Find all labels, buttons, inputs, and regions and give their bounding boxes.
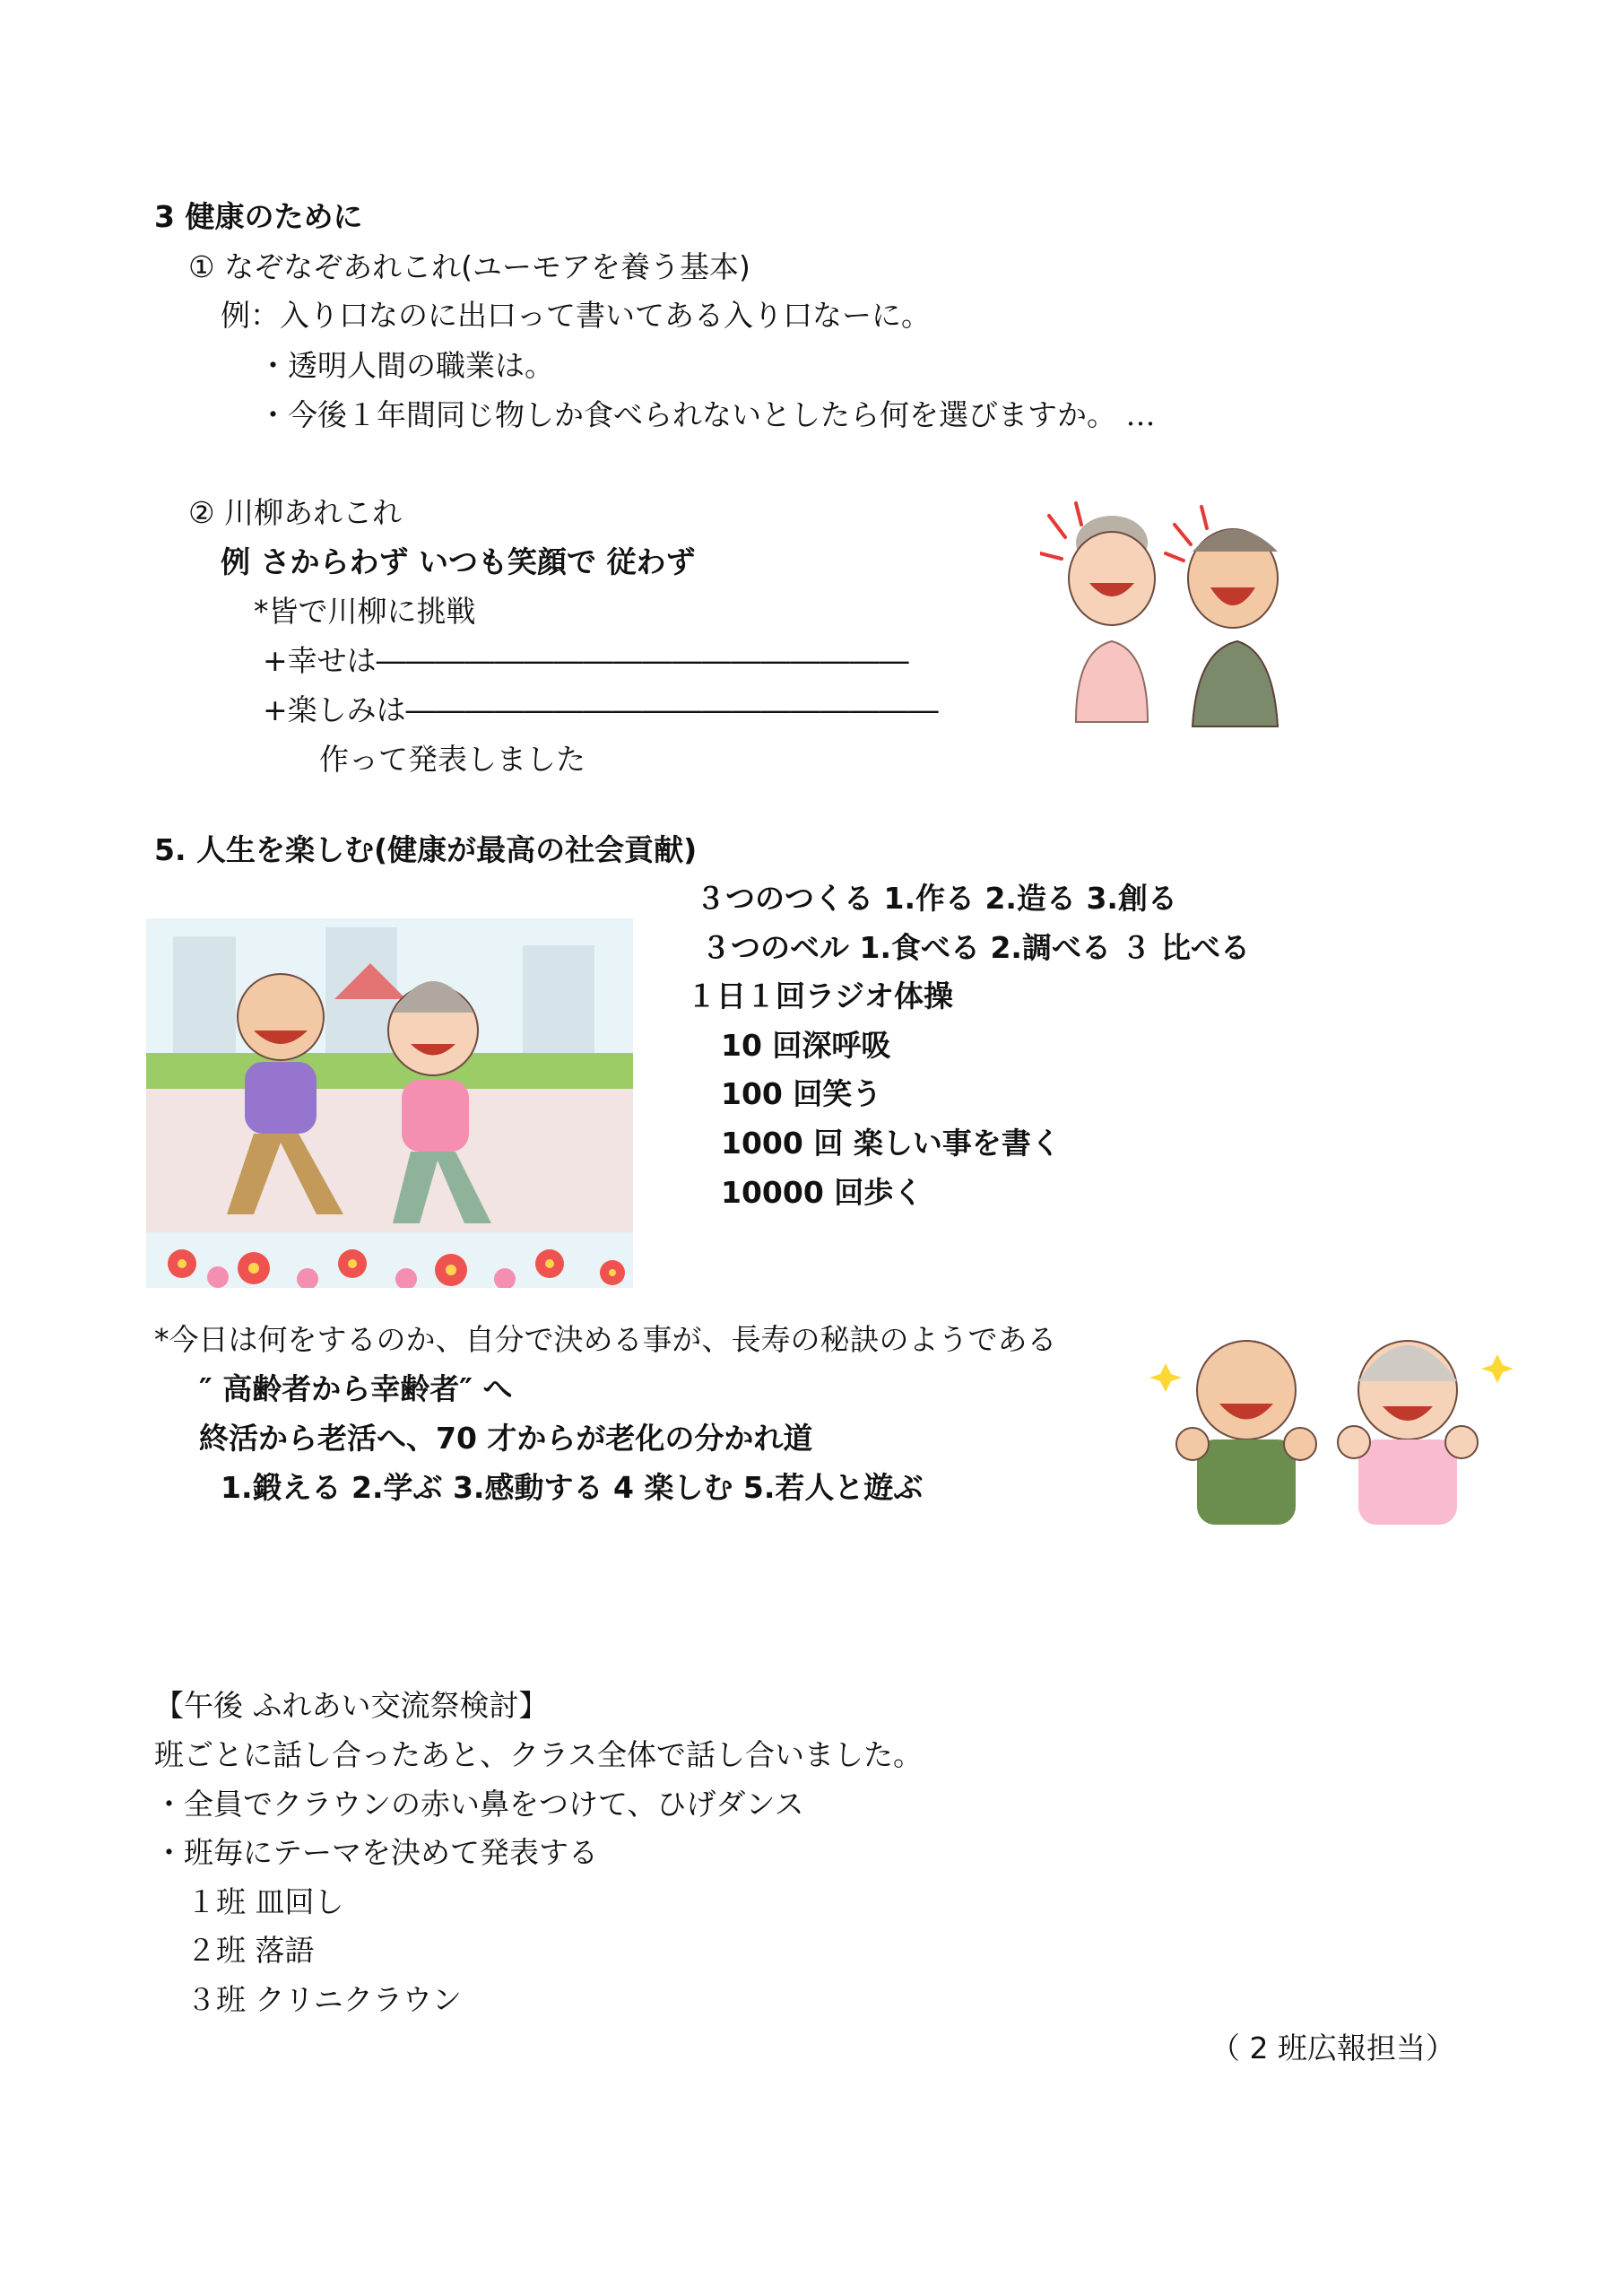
section3-heading: 3 健康のために — [154, 199, 363, 234]
write-count: 1000 回 楽しい事を書く — [721, 1126, 1061, 1161]
longevity-secret: *今日は何をするのか、自分で決める事が、長寿の秘訣のようである — [154, 1322, 1057, 1357]
laugh-count: 100 回笑う — [721, 1076, 882, 1111]
senryu-challenge: *皆で川柳に挑戦 — [254, 594, 476, 629]
riddle-subheading: ① なぞなぞあれこれ(ユーモアを養う基本) — [188, 249, 750, 284]
cheerful-couple-illustration — [1148, 1327, 1515, 1525]
deep-breath: 10 回深呼吸 — [721, 1028, 891, 1063]
clown-nose-dance: ・全員でクラウンの赤い鼻をつけて、ひげダンス — [154, 1787, 804, 1822]
group-3: ３班 クリニクラウン — [186, 1982, 462, 2017]
three-tsukuru: ３つのつくる 1.作る 2.造る 3.創る — [696, 881, 1177, 916]
riddle-bullet-2: ・今後１年間同じ物しか食べられないとしたら何を選びますか。 … — [258, 397, 1156, 432]
group-1: １班 皿回し — [186, 1884, 344, 1919]
section5-heading: 5. 人生を楽しむ(健康が最高の社会貢献) — [154, 832, 698, 867]
laughing-couple-illustration — [1040, 498, 1318, 731]
walking-couple-illustration — [146, 918, 633, 1288]
senryu-line-fun: +楽しみは―――――――――――――――――― — [263, 692, 939, 727]
radio-exercise: １日１回ラジオ体操 — [687, 978, 953, 1013]
walk-count: 10000 回歩く — [721, 1175, 924, 1210]
senryu-presented: 作って発表しました — [319, 742, 585, 777]
senryu-subheading: ② 川柳あれこれ — [188, 495, 403, 530]
riddle-bullet-1: ・透明人間の職業は。 — [258, 348, 554, 383]
senryu-example: 例 さからわず いつも笑顔で 従わず — [221, 544, 696, 579]
group-theme: ・班毎にテーマを決めて発表する — [154, 1835, 598, 1870]
group-2: ２班 落語 — [186, 1933, 315, 1968]
afternoon-heading: 【午後 ふれあい交流祭検討】 — [154, 1688, 549, 1723]
riddle-example: 例：入り口なのに出口って書いてある入り口なーに。 — [221, 298, 931, 333]
pr-credit: （ 2 班広報担当） — [1210, 2031, 1455, 2066]
afternoon-discussion: 班ごとに話し合ったあと、クラス全体で話し合いました。 — [154, 1737, 924, 1772]
aging-crossroads: 終活から老活へ、70 才からが老化の分かれ道 — [199, 1421, 813, 1456]
three-bells: ３つのベル 1.食べる 2.調べる ３ 比べる — [701, 930, 1250, 965]
koureisha-phrase: ″ 高齢者から幸齢者″ へ — [199, 1371, 513, 1406]
five-points: 1.鍛える 2.学ぶ 3.感動する 4 楽しむ 5.若人と遊ぶ — [221, 1470, 924, 1505]
senryu-line-happiness: +幸せは―――――――――――――――――― — [263, 643, 909, 678]
